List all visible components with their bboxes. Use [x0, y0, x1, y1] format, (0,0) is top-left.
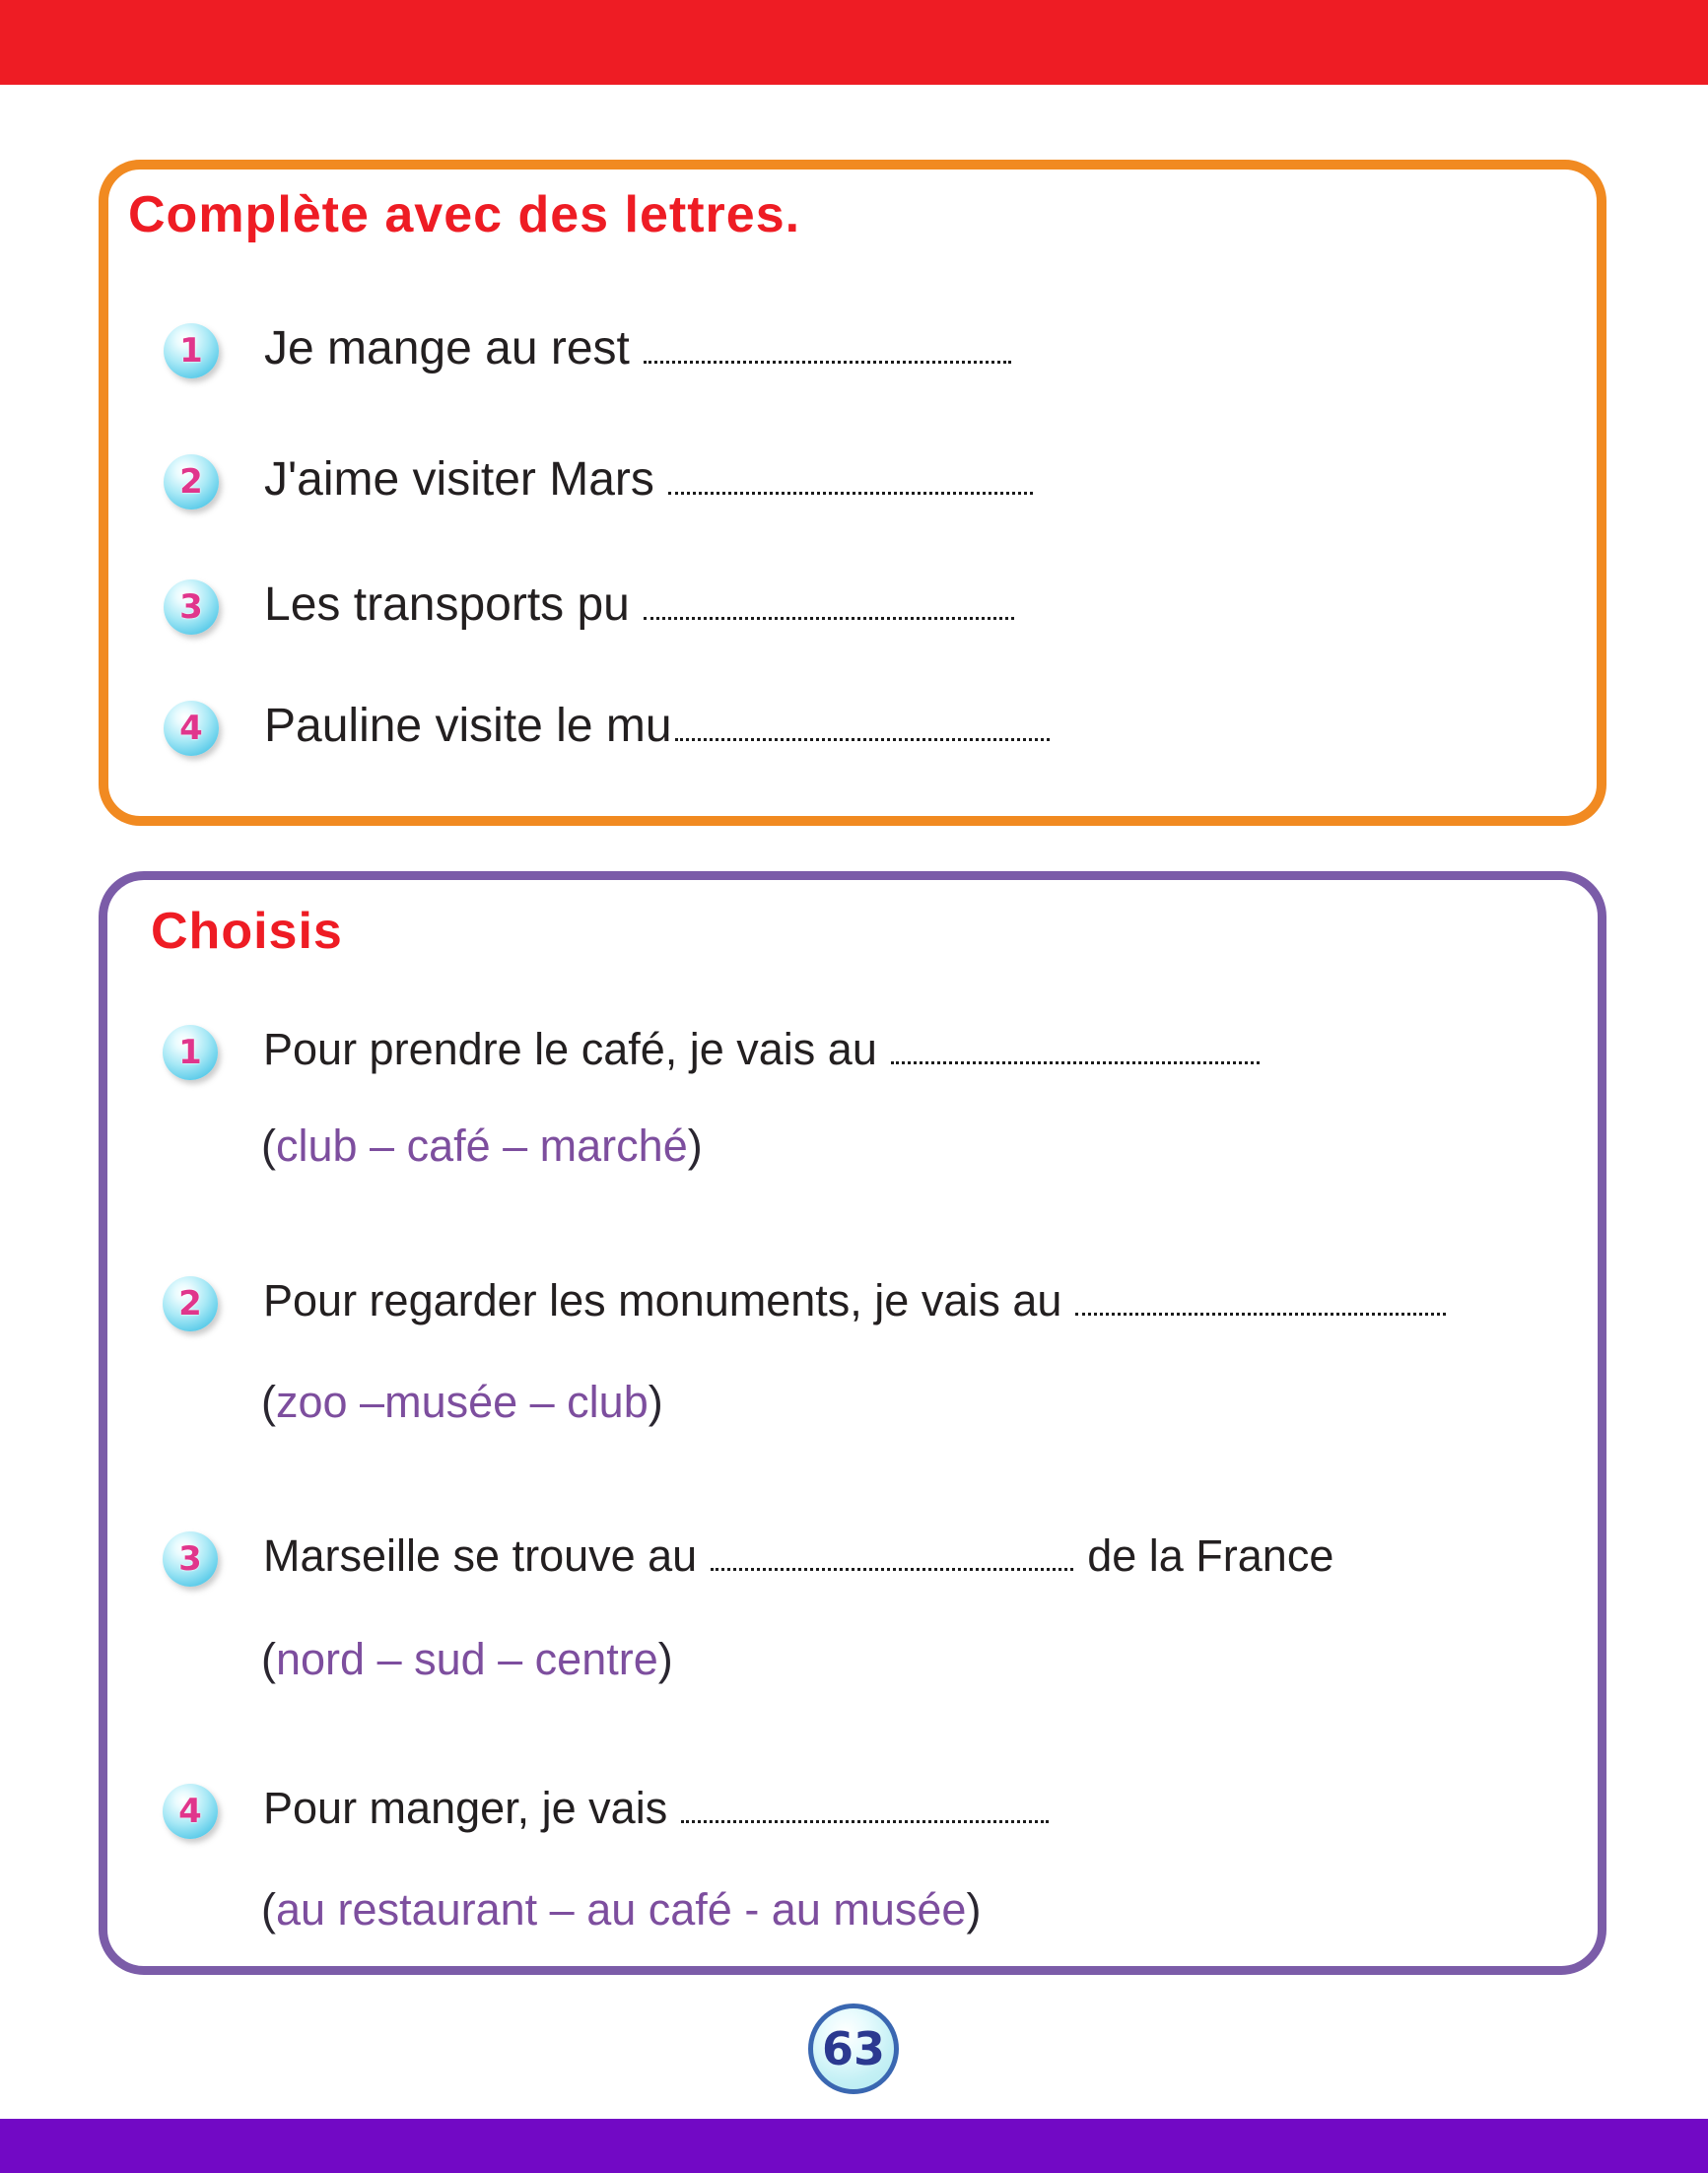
close-paren: ) — [687, 1120, 703, 1171]
answer-blank[interactable] — [675, 738, 1050, 741]
badge-number: 2 — [179, 462, 203, 503]
answer-blank[interactable] — [681, 1820, 1049, 1823]
answer-blank[interactable] — [644, 617, 1014, 620]
answer-blank[interactable] — [891, 1061, 1260, 1064]
sentence-text: Pour prendre le café, je vais au — [263, 1024, 877, 1074]
options-text: nord – sud – centre — [276, 1634, 658, 1684]
page-number-badge — [808, 2003, 899, 2094]
sentence-text: J'aime visiter Mars — [264, 453, 654, 506]
section-title: Choisis — [151, 903, 343, 960]
badge-number: 1 — [179, 331, 203, 372]
open-paren: ( — [261, 1634, 276, 1684]
badge-number: 2 — [178, 1284, 202, 1324]
options-text: zoo –musée – club — [276, 1377, 649, 1427]
exercise-row — [163, 1024, 1260, 1080]
open-paren: ( — [261, 1884, 276, 1935]
badge-number: 4 — [179, 709, 203, 749]
exercise-row — [164, 577, 1014, 635]
sentence-text: Marseille se trouve au — [263, 1530, 698, 1581]
number-badge — [164, 323, 219, 378]
badge-number: 1 — [178, 1033, 202, 1073]
options-line — [261, 1634, 673, 1685]
number-badge — [164, 701, 219, 756]
exercise-row — [164, 699, 1050, 756]
number-badge — [164, 579, 219, 635]
sentence-text: Je mange au rest — [264, 322, 630, 374]
options-line — [261, 1377, 663, 1428]
answer-blank[interactable] — [668, 492, 1033, 495]
sentence-text: Les transports pu — [264, 578, 630, 631]
options-line — [261, 1884, 981, 1935]
exercise-row — [164, 452, 1033, 509]
sentence-text-after: de la France — [1087, 1530, 1334, 1581]
sentence-text: Pauline visite le mu — [264, 700, 672, 752]
sentence-text: Pour manger, je vais — [263, 1783, 668, 1833]
section-choisis-box — [99, 871, 1606, 1975]
options-text: club – café – marché — [276, 1120, 688, 1171]
number-badge — [163, 1784, 218, 1839]
bottom-banner — [0, 2119, 1708, 2173]
page-number: 63 — [821, 2022, 885, 2075]
close-paren: ) — [657, 1634, 673, 1684]
exercise-row — [163, 1530, 1333, 1587]
badge-number: 3 — [179, 587, 203, 628]
exercise-row — [163, 1275, 1446, 1331]
number-badge — [163, 1531, 218, 1587]
options-text: au restaurant – au café - au musée — [276, 1884, 967, 1935]
open-paren: ( — [261, 1120, 276, 1171]
exercise-row — [163, 1783, 1049, 1839]
close-paren: ) — [648, 1377, 663, 1427]
badge-number: 3 — [178, 1539, 202, 1580]
close-paren: ) — [966, 1884, 982, 1935]
number-badge — [163, 1025, 218, 1080]
top-banner — [0, 0, 1708, 85]
exercise-row — [164, 321, 1011, 378]
number-badge — [163, 1276, 218, 1331]
section-complete-box — [99, 160, 1606, 826]
answer-blank[interactable] — [644, 361, 1011, 364]
sentence-text: Pour regarder les monuments, je vais au — [263, 1275, 1062, 1325]
number-badge — [164, 454, 219, 509]
options-line — [261, 1120, 703, 1172]
answer-blank[interactable] — [711, 1568, 1073, 1571]
answer-blank[interactable] — [1075, 1313, 1446, 1316]
section-title: Complète avec des lettres. — [128, 186, 801, 243]
badge-number: 4 — [178, 1792, 202, 1832]
open-paren: ( — [261, 1377, 276, 1427]
